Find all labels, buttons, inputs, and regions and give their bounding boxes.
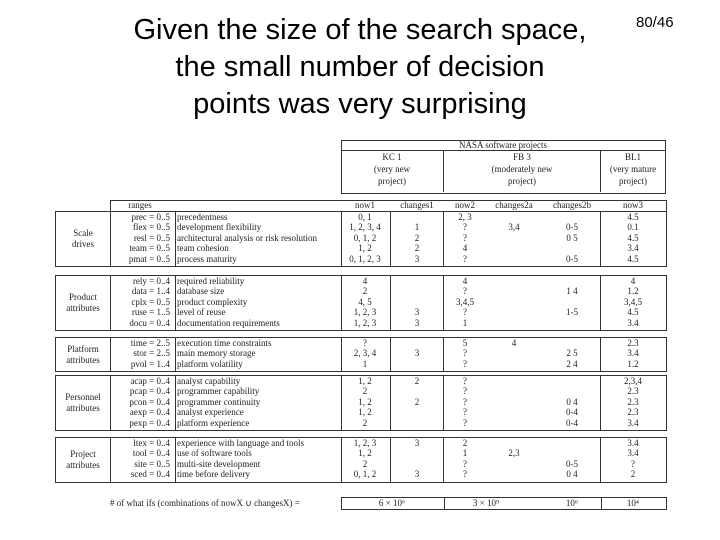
cell-attribute: platform volatility [177,358,243,369]
col-now3: now3 [623,200,643,210]
title-line-3: points was very surprising [193,88,527,120]
title-line-1: Given the size of the search space, [133,14,587,46]
cell-now2: 3,4,5 [456,296,474,307]
cell-attribute: time before delivery [177,469,250,480]
cell-now2: ? [463,222,467,233]
cell-changes1: 2 [414,376,420,386]
cell-now2: ? [463,307,467,318]
title-line-2: the small number of decision [175,51,545,83]
cell-now3: 3.4 [627,448,639,459]
cell-changes2b: 1 4 [566,286,578,297]
cell-range: aexp = 0..4 [129,407,170,418]
cell-now2: 5 [462,338,468,348]
cell-range: rely = 0..4 [132,276,170,286]
cell-now1: 1, 2 [358,448,372,459]
cell-range: resl = 0..5 [133,232,170,243]
col-changes1: changes1 [400,200,434,210]
cell-now3: 3.4 [627,417,639,428]
cell-changes1: 2 [414,232,420,243]
cell-now1: 4, 5 [358,296,372,307]
cell-now3: 4.5 [627,232,639,243]
cell-now2: ? [463,358,467,369]
group-name: Scale [73,228,93,238]
cell-now1: 1, 2 [358,376,372,386]
cell-now2: ? [463,386,467,397]
cell-now1: 1, 2, 3 [353,307,377,318]
cell-attribute: required reliability [177,276,245,286]
cell-attribute: analyst capability [177,376,241,386]
cell-now1: 0, 1, 2 [353,469,377,480]
cell-attribute: programmer continuity [177,396,261,407]
cell-range: stor = 2..5 [133,348,170,359]
cell-now1: ? [363,338,367,348]
column-divider [175,337,176,372]
super-header: NASA software projects [459,140,547,150]
cell-now3: 2.3 [627,386,639,397]
cell-now2: ? [463,417,467,428]
cell-changes2b: 1-5 [566,307,578,318]
cell-now2: ? [463,407,467,418]
cell-range: pmat = 0..5 [128,253,170,264]
cell-attribute: precedentness [177,212,228,222]
cell-range: ruse = 1..5 [131,307,170,318]
cell-range: pcon = 0..4 [129,396,170,407]
cell-now2: ? [463,253,467,264]
cell-now1: 1, 2, 3 [353,317,377,328]
cell-changes1: 3 [414,253,420,264]
column-divider [110,211,111,267]
col-changes2a: changes2a [495,200,533,210]
cell-now1: 1, 2 [358,243,372,254]
cell-now2: ? [463,396,467,407]
column-divider [110,437,111,483]
cell-now1: 1, 2, 3, 4 [349,222,381,233]
cell-range: time = 2..5 [130,338,170,348]
cell-now3: 2,3,4 [624,376,642,386]
kc1-header-line3: project) [378,176,406,186]
group-name: attributes [66,403,100,413]
cell-attribute: development flexibility [177,222,262,233]
cell-now3: 4.5 [627,253,639,264]
group-name: Personnel [65,392,101,402]
footer-fb3: 3 × 10⁹ [472,498,500,508]
cell-now3: 1.2 [627,286,639,297]
cell-changes2b: 0 5 [566,232,578,243]
cell-attribute: experience with language and tools [177,438,304,448]
col-ranges: ranges [128,200,152,210]
cell-now2: ? [463,376,467,386]
cell-attribute: use of software tools [177,448,252,459]
cell-now2: ? [463,286,467,297]
cell-now2: 2 [462,438,468,448]
cell-range: docu = 0..4 [129,317,170,328]
cell-now3: 2.3 [627,407,639,418]
cell-now1: 2 [362,417,368,428]
cell-now2: ? [463,348,467,359]
col-now2: now2 [455,200,475,210]
bl1-header-line3: project) [619,176,647,186]
column-divider [175,437,176,483]
cell-range: prec = 0..5 [131,212,170,222]
column-divider [175,211,176,267]
cell-now3: 2.3 [627,396,639,407]
cell-now3: 3.4 [627,243,639,254]
cell-now2: 1 [462,317,468,328]
bl1-header-line1: BL1 [624,152,641,162]
cell-changes1: 2 [414,243,420,254]
cell-changes1: 3 [414,469,420,480]
cell-changes1: 3 [414,348,420,359]
cell-attribute: execution time constraints [177,338,272,348]
cell-attribute: multi-site development [177,458,261,469]
kc1-header-line2: (very new [373,164,411,174]
cell-range: pvol = 1..4 [130,358,170,369]
cell-now2: 4 [462,243,468,254]
cell-attribute: architectural analysis or risk resolution [177,232,317,243]
cell-range: pexp = 0..4 [129,417,170,428]
kc1-header-line1: KC 1 [382,152,402,162]
cell-range: sced = 0..4 [130,469,170,480]
cell-changes2b: 0-5 [566,458,578,469]
col-now1: now1 [355,200,375,210]
cell-changes2b: 0 4 [566,396,578,407]
column-divider [110,337,111,372]
cell-now1: 1, 2, 3 [353,438,377,448]
cell-now2: 1 [462,448,468,459]
cell-attribute: platform experience [177,417,250,428]
cell-now1: 4 [362,276,368,286]
cell-now3: 4.5 [627,307,639,318]
cell-now3: 2 [630,469,636,480]
slide-number: 80/46 [636,14,674,31]
cell-attribute: analyst experience [177,407,244,418]
group-name: attributes [66,354,100,365]
cell-now3: 3.4 [627,317,639,328]
fb3-header-line3: project) [508,176,536,186]
cell-now1: 1, 2 [358,407,372,418]
cell-changes1: 3 [414,438,420,448]
cell-changes1: 3 [414,307,420,318]
cell-changes2b: 0-4 [566,407,578,418]
cell-now2: 2, 3 [458,212,472,222]
fb3-header-line2: (moderately new [491,164,553,174]
cell-now2: ? [463,469,467,480]
column-divider [175,375,176,431]
cell-changes1: 1 [414,222,420,233]
cell-range: ltex = 0..4 [133,438,170,448]
cell-changes2b: 2 4 [566,358,578,369]
cell-attribute: team cohesion [177,243,229,254]
cell-attribute: documentation requirements [177,317,280,328]
cell-now3: 0.1 [627,222,639,233]
group-name: Platform [67,343,99,354]
cell-range: tool = 0..4 [132,448,170,459]
cell-attribute: level of reuse [177,307,226,318]
cell-changes2a: 4 [511,338,517,348]
cell-now3: 3.4 [627,438,639,448]
cell-now1: 2 [362,286,368,297]
cell-now1: 0, 1 [358,212,372,222]
cell-now1: 0, 1, 2, 3 [349,253,381,264]
column-divider [110,375,111,431]
cell-changes2b: 0 4 [566,469,578,480]
cell-range: team = 0..5 [129,243,170,254]
cell-changes2a: 3,4 [508,222,520,233]
bl1-header-line2: (very mature [609,164,657,174]
cell-now1: 1 [362,358,368,369]
cell-range: flex = 0..5 [132,222,170,233]
header-super-rule [341,150,665,151]
cell-changes2a: 2,3 [508,448,520,459]
cell-changes1: 2 [414,396,420,407]
footer-bl1-a: 10⁶ [565,498,579,508]
cell-attribute: process maturity [177,253,237,264]
cell-now3: 1.2 [627,358,639,369]
cell-now3: 3.4 [627,348,639,359]
cell-now1: 2 [362,458,368,469]
group-name: Product [69,292,97,302]
fb3-header-line1: FB 3 [513,152,531,162]
cell-now2: 4 [462,276,468,286]
cell-changes2b: 0-4 [566,417,578,428]
cell-now3: 2.3 [627,338,639,348]
cell-attribute: product complexity [177,296,248,307]
column-divider [110,275,111,331]
footer-label: # of what ifs (combinations of nowX ∪ changesX) = [110,498,300,508]
cell-changes2b: 0-5 [566,253,578,264]
group-name: drives [72,239,94,249]
cell-range: site = 0..5 [134,458,170,469]
cell-now3: 3,4,5 [624,296,642,307]
cell-now3: 4.5 [627,212,639,222]
cell-changes1: 3 [414,317,420,328]
cell-now2: ? [463,232,467,243]
cell-attribute: database size [177,286,225,297]
cell-now2: ? [463,458,467,469]
cell-changes2b: 0-5 [566,222,578,233]
footer-bl1-b: 10⁴ [626,498,640,508]
cell-range: cplx = 0..5 [131,296,170,307]
group-name: attributes [66,459,100,470]
cell-attribute: programmer capability [177,386,260,397]
column-divider [175,275,176,331]
cell-attribute: main memory storage [177,348,256,359]
group-name: Project [70,448,96,459]
cell-range: pcap = 0..4 [129,386,170,397]
col-changes2b: changes2b [553,200,591,210]
cell-now1: 1, 2 [358,396,372,407]
cell-changes2b: 2 5 [566,348,578,359]
cell-now3: ? [631,458,635,469]
cell-now1: 0, 1, 2 [353,232,377,243]
cell-now3: 4 [630,276,636,286]
group-name: attributes [66,303,100,313]
cell-range: acap = 0..4 [130,376,170,386]
cell-now1: 2 [362,386,368,397]
footer-kc1: 6 × 10⁶ [378,498,406,508]
cell-range: data = 1..4 [131,286,170,297]
cell-now1: 2, 3, 4 [353,348,377,359]
